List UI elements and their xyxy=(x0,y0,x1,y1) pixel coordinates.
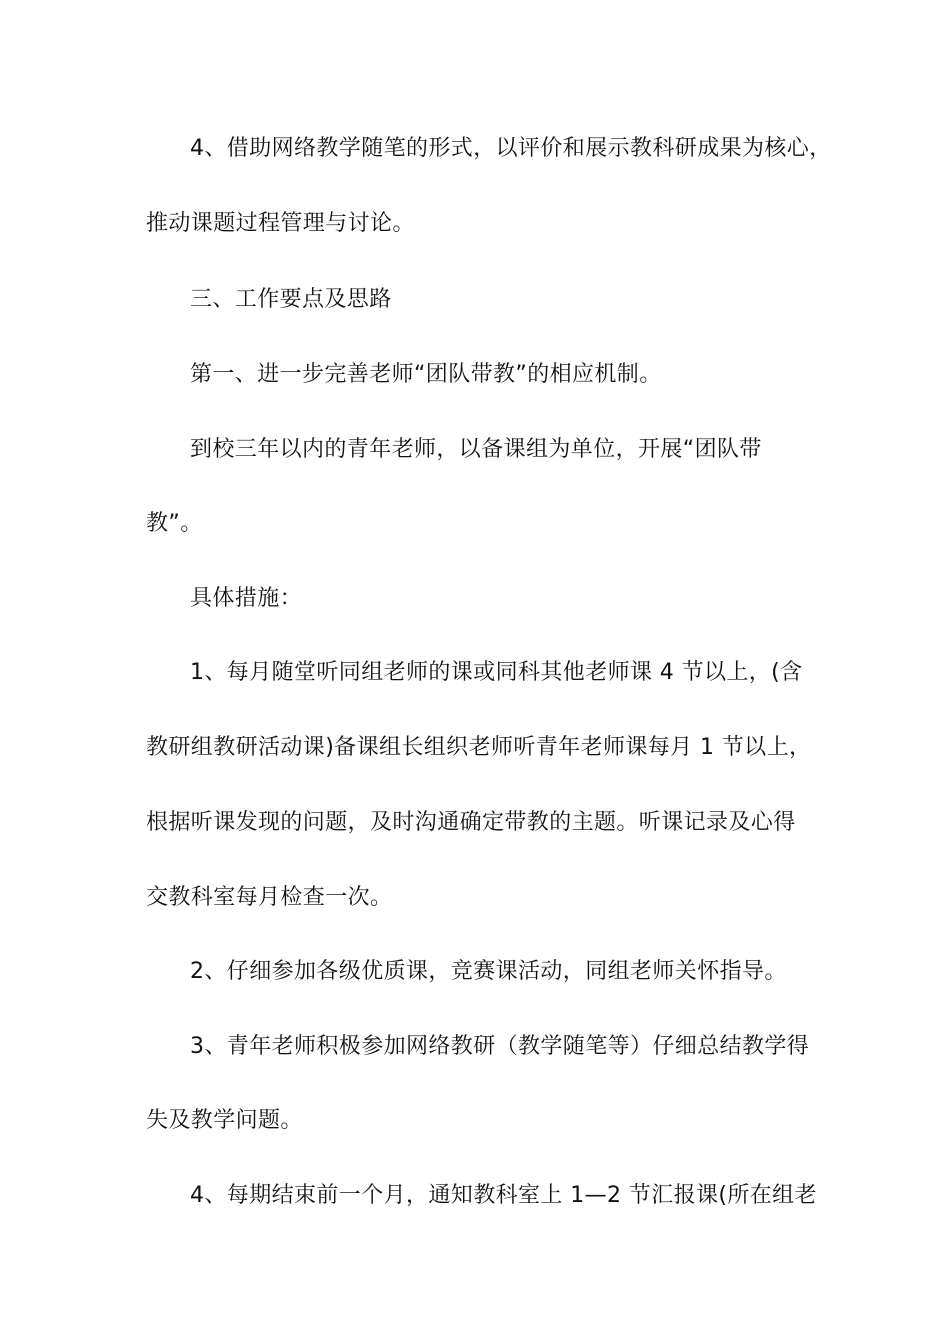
section-heading: 三、工作要点及思路 xyxy=(190,287,392,312)
paragraph-line-6: 教”。 xyxy=(146,511,203,536)
paragraph-line-2: 推动课题过程管理与讨论。 xyxy=(146,211,415,236)
paragraph-line-9: 教研组教研活动课)备课组长组织老师听青年老师课每月 1 节以上， xyxy=(146,735,812,760)
paragraph-line-5: 到校三年以内的青年老师，以备课组为单位，开展“团队带 xyxy=(190,437,762,462)
paragraph-line-1: 4、借助网络教学随笔的形式，以评价和展示教科研成果为核心， xyxy=(190,136,832,161)
paragraph-line-13: 3、青年老师积极参加网络教研（教学随笔等）仔细总结教学得 xyxy=(190,1034,810,1059)
paragraph-line-15: 4、每期结束前一个月，通知教科室上 1—2 节汇报课(所在组老 xyxy=(190,1183,817,1208)
paragraph-line-11: 交教科室每月检查一次。 xyxy=(146,885,393,910)
paragraph-line-12: 2、仔细参加各级优质课，竞赛课活动，同组老师关怀指导。 xyxy=(190,959,787,984)
paragraph-line-10: 根据听课发现的问题，及时沟通确定带教的主题。听课记录及心得 xyxy=(146,810,796,835)
paragraph-line-4: 第一、进一步完善老师“团队带教”的相应机制。 xyxy=(190,362,662,387)
paragraph-line-8: 1、每月随堂听同组老师的课或同科其他老师课 4 节以上，(含 xyxy=(190,660,803,685)
subheading-measures: 具体措施： xyxy=(190,586,303,611)
paragraph-line-14: 失及教学问题。 xyxy=(146,1108,303,1133)
